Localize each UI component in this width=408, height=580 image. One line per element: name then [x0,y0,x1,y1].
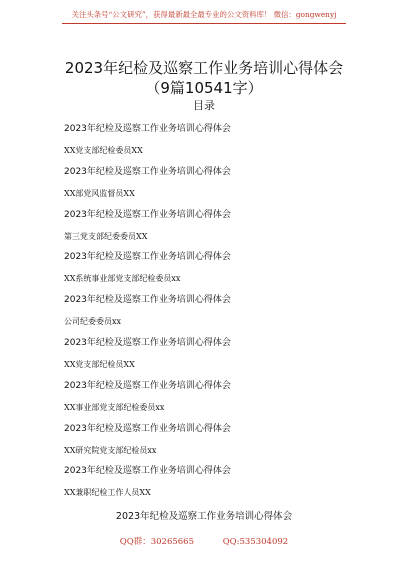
document-subtitle: （9篇10541字） [145,79,263,97]
toc-entry-author: XX部党风监督员XX [64,188,135,198]
toc-entry-title[interactable]: 2023年纪检及巡察工作业务培训心得体会 [64,166,231,177]
toc-entry [64,205,364,248]
qq-number: QQ:535304092 [222,537,289,547]
toc-entry-title[interactable]: 2023年纪检及巡察工作业务培训心得体会 [64,337,231,348]
toc-entry-title[interactable]: 2023年纪检及巡察工作业务培训心得体会 [64,380,231,391]
footer-contact [0,535,408,547]
toc-entry-author: XX事业部党支部纪检委员xx [64,402,165,412]
toc-entry [64,290,364,333]
toc-entry [64,376,364,419]
toc-entry-author: XX党支部纪检员XX [64,359,135,369]
toc-entry [64,119,364,162]
toc-entry-author: XX系统事业部党支部纪检委员xx [64,274,181,284]
toc-entry [64,162,364,205]
toc-entry [64,461,364,504]
toc-entry-title[interactable]: 2023年纪检及巡察工作业务培训心得体会 [64,124,231,134]
toc-entry-author: 公司纪委委员xx [64,317,122,327]
toc-entry-author: XX兼职纪检工作人员XX [64,488,151,498]
table-of-contents [64,119,364,504]
toc-entry [64,419,364,462]
toc-entry-title[interactable]: 2023年纪检及巡察工作业务培训心得体会 [64,295,231,306]
toc-entry-author: XX研究院党支部纪检员xx [64,445,157,455]
toc-entry-author: XX党支部纪检委员XX [64,146,143,155]
toc-entry-author: 第三党支部纪委委员XX [64,231,148,241]
toc-entry-title[interactable]: 2023年纪检及巡察工作业务培训心得体会 [64,252,231,263]
toc-entry-title[interactable]: 2023年纪检及巡察工作业务培训心得体会 [64,466,231,477]
header-rule [62,23,346,24]
section-title: 2023年纪检及巡察工作业务培训心得体会 [115,511,293,522]
toc-entry-title[interactable]: 2023年纪检及巡察工作业务培训心得体会 [64,209,231,220]
header-note: 关注头条号“公文研究”，获得最新最全最专业的公文资料库！ 微信：gongwenyj [71,10,337,19]
toc-heading: 目录 [193,99,215,112]
toc-entry [64,247,364,290]
document-title: 2023年纪检及巡察工作业务培训心得体会 [64,59,344,77]
qq-group-number: QQ群：30265665 [119,537,194,547]
toc-entry-title[interactable]: 2023年纪检及巡察工作业务培训心得体会 [64,423,231,434]
toc-entry [64,333,364,376]
